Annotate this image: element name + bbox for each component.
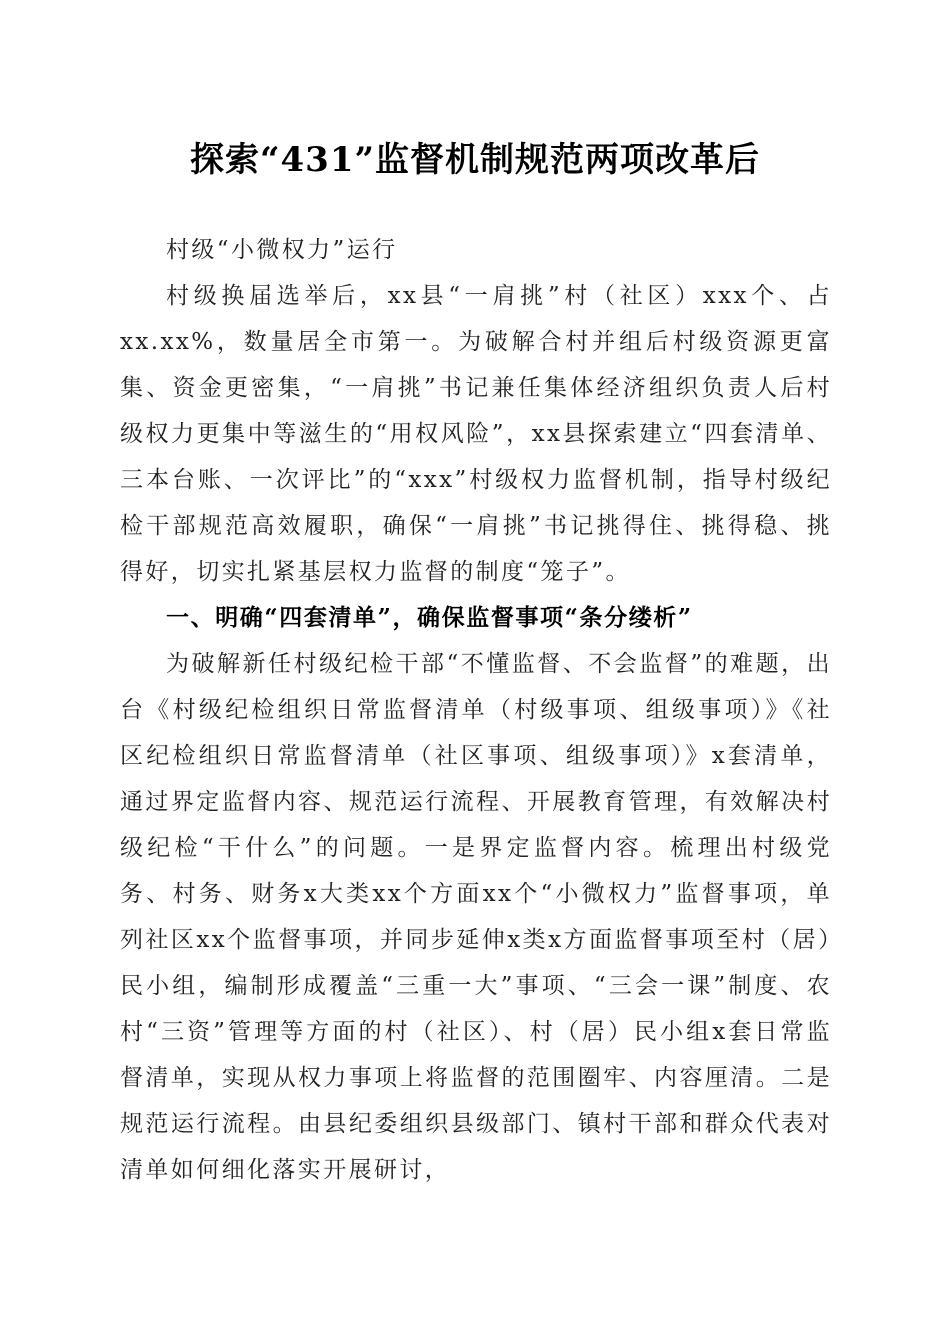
section-paragraph: 为破解新任村级纪检干部“不懂监督、不会监督”的难题，出台《村级纪检组织日常监督清单（村级事项、组级事项）》《社区纪检组织日常监督清单（社区事项、组级事项）》x套清单，通过界定监督内容、规范运行流程、开展教育管理，有效解决村级纪检“干什么”的问题。一是界定监督内容。梳理出村级党务、村务、财务x大类xx个方面xx个“小微权力”监督事项，单列社区xx个监督事项，并同步延伸x类x方面监督事项至村（居）民小组，编制形成覆盖“三重一大”事项、“三会一课”制度、农村“三资”管理等方面的村（社区）、村（居）民小组x套日常监督清单，实现从权力事项上将监督的范围圈牢、内容厘清。二是规范运行流程。由县纪委组织县级部门、镇村干部和群众代表对清单如何细化落实开展研讨， bbox=[120, 651, 832, 1183]
document-body bbox=[120, 227, 832, 1193]
document-title: 探索“431”监督机制规范两项改革后 bbox=[189, 140, 761, 180]
section-heading: 一、明确“四套清单”，确保监督事项“条分缕析” bbox=[166, 604, 693, 631]
intro-paragraph: 村级换届选举后，xx县“一肩挑”村（社区）xxx个、占xx.xx%，数量居全市第一。为破解合村并组后村级资源更富集、资金更密集，“一肩挑”书记兼任集体经济组织负责人后村级权力更集中等滋生的“用权风险”，xx县探索建立“四套清单、三本台账、一次评比”的“xxx”村级权力监督机制，指导村级纪检干部规范高效履职，确保“一肩挑”书记挑得住、挑得稳、挑得好，切实扎紧基层权力监督的制度“笼子”。 bbox=[120, 283, 832, 585]
subtitle-paragraph: 村级“小微权力”运行 bbox=[166, 237, 398, 263]
